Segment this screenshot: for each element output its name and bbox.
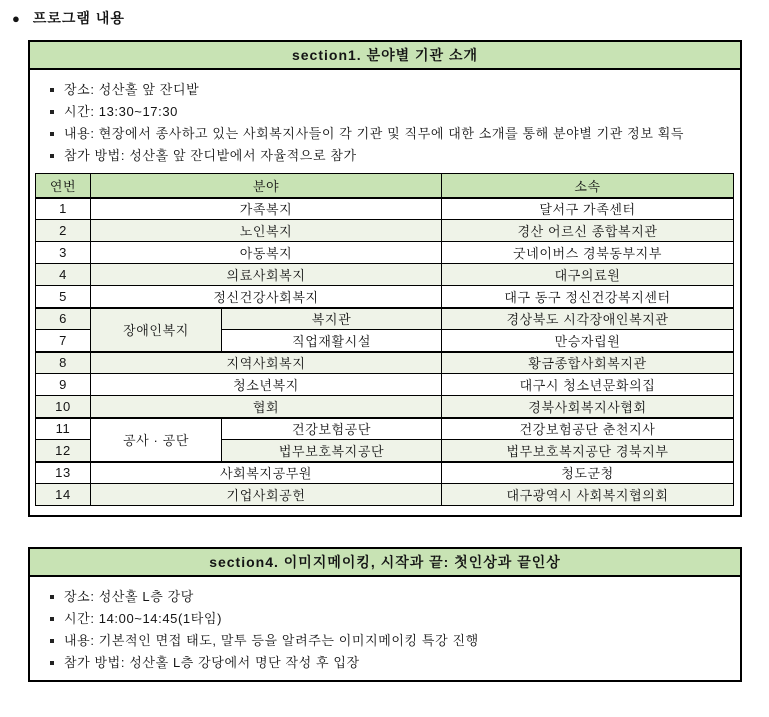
table-row xyxy=(36,418,734,440)
page-title-text: 프로그램 내용 xyxy=(32,10,125,26)
bullet-text: 시간: 14:00~14:45(1타임) xyxy=(64,611,222,626)
row-number-cell: 4 xyxy=(36,264,91,286)
square-bullet-icon xyxy=(50,88,54,92)
field-cell: 의료사회복지 xyxy=(91,264,442,286)
bullet-text: 참가 방법: 성산홀 앞 잔디밭에서 자율적으로 참가 xyxy=(64,148,357,163)
section1-header: section1. 분야별 기관 소개 xyxy=(30,42,740,70)
bullet-item xyxy=(42,586,730,608)
org-cell: 대구 동구 정신건강복지센터 xyxy=(442,286,734,308)
row-number-cell: 12 xyxy=(36,440,91,462)
bullet-item xyxy=(42,123,730,145)
bullet-text: 내용: 기본적인 면접 태도, 말투 등을 알려주는 이미지메이킹 특강 진행 xyxy=(64,633,479,648)
circle-bullet-icon: ● xyxy=(12,10,21,26)
row-number-cell: 5 xyxy=(36,286,91,308)
bullet-item xyxy=(42,608,730,630)
section4-header: section4. 이미지메이킹, 시작과 끝: 첫인상과 끝인상 xyxy=(30,549,740,577)
org-cell: 청도군청 xyxy=(442,462,734,484)
section1-bullet-list xyxy=(30,70,740,173)
field-cell: 정신건강사회복지 xyxy=(91,286,442,308)
bullet-item xyxy=(42,79,730,101)
section4-bullet-list xyxy=(30,577,740,680)
field-cell: 청소년복지 xyxy=(91,374,442,396)
table-header-row xyxy=(36,174,734,198)
row-number-cell: 7 xyxy=(36,330,91,352)
org-cell: 경북사회복지사협회 xyxy=(442,396,734,418)
org-table xyxy=(35,173,734,506)
page-title xyxy=(12,8,125,28)
bullet-text: 시간: 13:30~17:30 xyxy=(64,104,178,119)
field-cell: 가족복지 xyxy=(91,198,442,220)
col-header-field: 분야 xyxy=(91,174,442,198)
bullet-text: 내용: 현장에서 종사하고 있는 사회복지사들이 각 기관 및 직무에 대한 소개를 통해 분야별 기관 정보 획득 xyxy=(64,126,685,141)
org-table-body xyxy=(36,198,734,506)
section1-box xyxy=(28,40,742,517)
table-row xyxy=(36,264,734,286)
field-group-cell: 공사 · 공단 xyxy=(91,418,222,462)
org-cell: 대구의료원 xyxy=(442,264,734,286)
row-number-cell: 2 xyxy=(36,220,91,242)
bullet-text: 장소: 성산홀 L층 강당 xyxy=(64,589,194,604)
bullet-text: 장소: 성산홀 앞 잔디밭 xyxy=(64,82,200,97)
bullet-item xyxy=(42,652,730,674)
org-cell: 법무보호복지공단 경북지부 xyxy=(442,440,734,462)
field-cell: 협회 xyxy=(91,396,442,418)
table-row xyxy=(36,352,734,374)
table-row xyxy=(36,198,734,220)
row-number-cell: 9 xyxy=(36,374,91,396)
square-bullet-icon xyxy=(50,154,54,158)
row-number-cell: 6 xyxy=(36,308,91,330)
table-row xyxy=(36,220,734,242)
row-number-cell: 8 xyxy=(36,352,91,374)
row-number-cell: 14 xyxy=(36,484,91,506)
bullet-text: 참가 방법: 성산홀 L층 강당에서 명단 작성 후 입장 xyxy=(64,655,360,670)
field-sub-cell: 건강보험공단 xyxy=(222,418,442,440)
col-header-no: 연번 xyxy=(36,174,91,198)
row-number-cell: 3 xyxy=(36,242,91,264)
row-number-cell: 10 xyxy=(36,396,91,418)
bullet-item xyxy=(42,101,730,123)
col-header-org: 소속 xyxy=(442,174,734,198)
field-cell: 지역사회복지 xyxy=(91,352,442,374)
org-cell: 대구광역시 사회복지협의회 xyxy=(442,484,734,506)
org-cell: 만승자립원 xyxy=(442,330,734,352)
bullet-item xyxy=(42,145,730,167)
field-group-cell: 장애인복지 xyxy=(91,308,222,352)
row-number-cell: 13 xyxy=(36,462,91,484)
field-cell: 사회복지공무원 xyxy=(91,462,442,484)
row-number-cell: 11 xyxy=(36,418,91,440)
org-cell: 건강보험공단 춘천지사 xyxy=(442,418,734,440)
square-bullet-icon xyxy=(50,639,54,643)
field-sub-cell: 법무보호복지공단 xyxy=(222,440,442,462)
square-bullet-icon xyxy=(50,617,54,621)
table-row xyxy=(36,242,734,264)
bullet-item xyxy=(42,630,730,652)
table-row xyxy=(36,396,734,418)
field-cell: 아동복지 xyxy=(91,242,442,264)
org-cell: 황금종합사회복지관 xyxy=(442,352,734,374)
field-cell: 기업사회공헌 xyxy=(91,484,442,506)
table-row xyxy=(36,374,734,396)
square-bullet-icon xyxy=(50,132,54,136)
table-row xyxy=(36,462,734,484)
square-bullet-icon xyxy=(50,595,54,599)
org-cell: 달서구 가족센터 xyxy=(442,198,734,220)
field-sub-cell: 복지관 xyxy=(222,308,442,330)
org-cell: 대구시 청소년문화의집 xyxy=(442,374,734,396)
field-sub-cell: 직업재활시설 xyxy=(222,330,442,352)
table-row xyxy=(36,308,734,330)
org-cell: 경산 어르신 종합복지관 xyxy=(442,220,734,242)
field-cell: 노인복지 xyxy=(91,220,442,242)
row-number-cell: 1 xyxy=(36,198,91,220)
table-row xyxy=(36,286,734,308)
section4-box xyxy=(28,547,742,682)
square-bullet-icon xyxy=(50,110,54,114)
table-row xyxy=(36,484,734,506)
org-cell: 경상북도 시각장애인복지관 xyxy=(442,308,734,330)
org-cell: 굿네이버스 경북동부지부 xyxy=(442,242,734,264)
square-bullet-icon xyxy=(50,661,54,665)
